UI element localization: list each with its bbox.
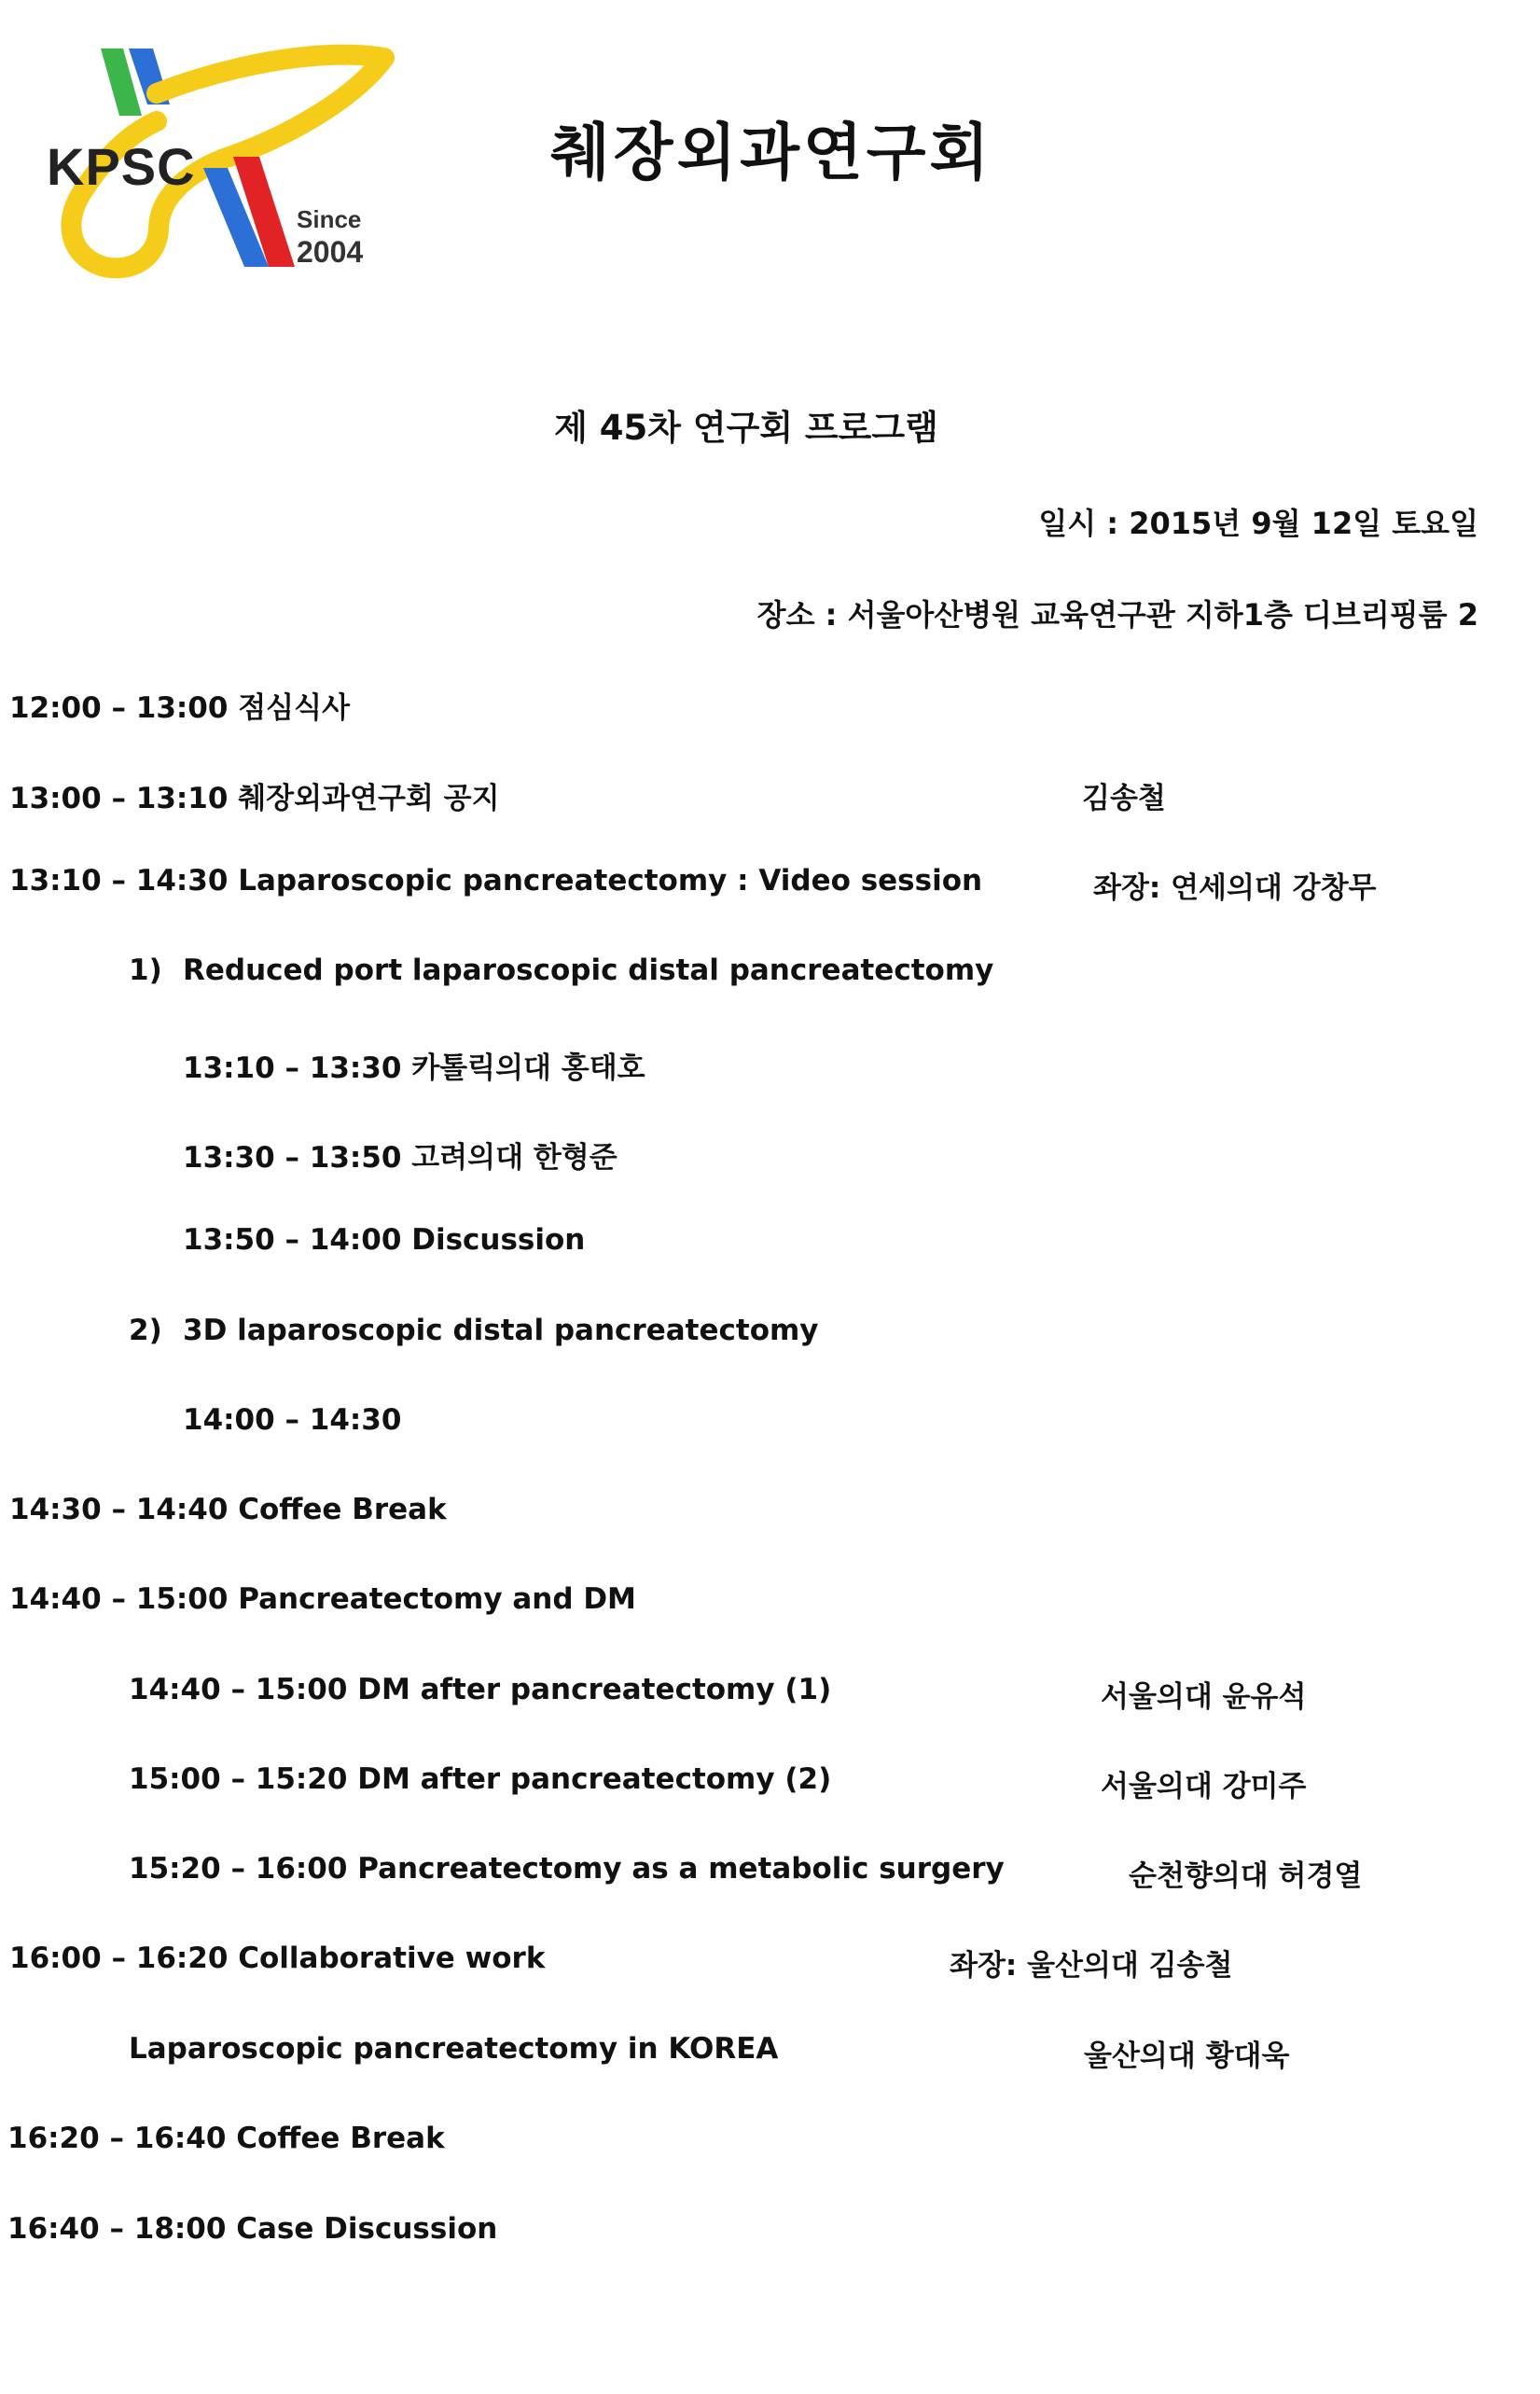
program-item-coffee-break: 14:30 – 14:40 Coffee Break: [9, 1493, 447, 1526]
program-item-talk: 14:40 – 15:00 DM after pancreatectomy (1): [129, 1673, 832, 1706]
page-title: 췌장외과연구회: [550, 117, 993, 188]
logo-year: 2004: [297, 235, 364, 269]
program-item-talk: 13:30 – 13:50 고려의대 한형준: [183, 1141, 617, 1175]
program-item-3d-laparoscopic: 3D laparoscopic distal pancreatectomy: [183, 1314, 819, 1347]
program-item-talk: 15:00 – 15:20 DM after pancreatectomy (2): [129, 1762, 832, 1796]
program-item-number: 2): [129, 1314, 162, 1347]
program-item-talk: 14:00 – 14:30: [183, 1403, 402, 1437]
program-item-speaker: 울산의대 황대욱: [1084, 2039, 1290, 2073]
program-item-collaborative-chair: 좌장: 울산의대 김송철: [950, 1949, 1233, 1983]
program-item-speaker: 서울의대 강미주: [1101, 1770, 1307, 1803]
program-item-number: 1): [129, 953, 162, 987]
program-item-notice-speaker: 김송철: [1082, 782, 1166, 815]
program-item-talk: 15:20 – 16:00 Pancreatectomy as a metabolic surgery: [129, 1852, 1005, 1886]
program-item-video-session: 13:10 – 14:30 Laparoscopic pancreatectomy : Video session: [9, 864, 983, 898]
program-item-video-session-chair: 좌장: 연세의대 강창무: [1093, 871, 1377, 905]
program-item-reduced-port: Reduced port laparoscopic distal pancreatectomy: [183, 953, 994, 987]
program-item-speaker: 서울의대 윤유석: [1101, 1680, 1307, 1714]
program-item-collaborative-work: 16:00 – 16:20 Collaborative work: [9, 1942, 546, 1975]
program-subtitle: 제 45차 연구회 프로그램: [554, 408, 938, 448]
program-item-notice: 13:00 – 13:10 췌장외과연구회 공지: [9, 782, 500, 815]
date-line: 일시 : 2015년 9월 12일 토요일: [1038, 506, 1478, 541]
program-item-pancreatectomy-dm: 14:40 – 15:00 Pancreatectomy and DM: [9, 1582, 636, 1616]
program-item-coffee-break: 16:20 – 16:40 Coffee Break: [7, 2122, 445, 2155]
program-item-discussion: 13:50 – 14:00 Discussion: [183, 1223, 586, 1257]
program-item-talk: 13:10 – 13:30 카톨릭의대 홍태호: [183, 1051, 645, 1085]
logo-text: KPSC: [47, 137, 196, 196]
program-item-speaker: 순천향의대 허경열: [1129, 1859, 1363, 1893]
program-item-case-discussion: 16:40 – 18:00 Case Discussion: [7, 2212, 498, 2246]
program-item-lunch: 12:00 – 13:00 점심식사: [9, 691, 351, 725]
venue-line: 장소 : 서울아산병원 교육연구관 지하1층 디브리핑룸 2: [756, 597, 1478, 633]
kpsc-logo: [37, 37, 410, 280]
program-item-talk: Laparoscopic pancreatectomy in KOREA: [129, 2032, 779, 2066]
logo-since: Since: [297, 205, 362, 233]
